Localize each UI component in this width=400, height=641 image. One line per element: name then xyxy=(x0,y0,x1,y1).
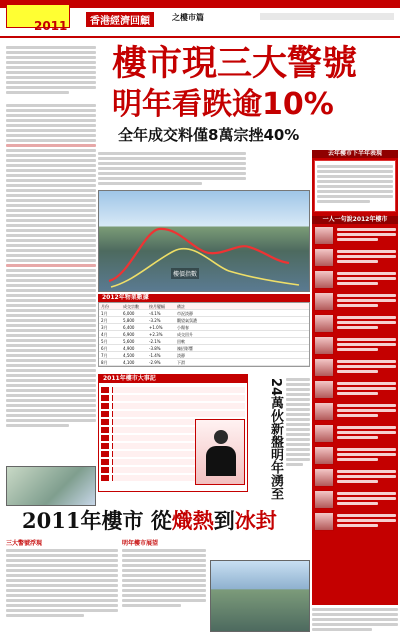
table-cell: 回軟 xyxy=(177,339,185,344)
avatar xyxy=(314,446,334,465)
timeline-item xyxy=(101,411,245,417)
bottom-right-text xyxy=(312,606,398,638)
price-chart xyxy=(99,191,310,292)
table-cell: 4,500 xyxy=(123,353,135,358)
table-row xyxy=(99,317,309,324)
table-row xyxy=(99,359,309,366)
avatar xyxy=(314,512,334,531)
table-row xyxy=(99,310,309,317)
avatar xyxy=(314,270,334,289)
price-line-2 xyxy=(111,249,299,287)
bottom-headline-text: 2011年樓市 從熾熱到冰封 xyxy=(22,508,277,533)
sidebar-top-title: 去年樓市下半年表現 xyxy=(312,150,398,158)
data-table xyxy=(98,294,310,370)
avatar xyxy=(314,402,334,421)
bottom-subhead-mid: 明年樓市展望 xyxy=(122,540,159,547)
right-sidebar xyxy=(312,150,398,605)
table-header-row xyxy=(99,303,309,310)
bottom-subhead-left: 三大警號浮現 xyxy=(6,540,43,547)
table-body xyxy=(98,302,310,367)
masthead xyxy=(0,0,400,38)
table-cell: 下滑 xyxy=(177,360,185,365)
bottom-mid-text xyxy=(122,538,206,638)
table-cell: -1.4% xyxy=(149,353,161,358)
table-title: 2012年物業數據 xyxy=(98,294,310,302)
table-cell: -4.1% xyxy=(149,311,161,316)
table-header-cell: 成交宗數 xyxy=(123,304,139,309)
table-cell: 6,400 xyxy=(123,325,135,330)
table-cell: 成交回升 xyxy=(177,332,193,337)
table-row xyxy=(99,338,309,345)
masthead-divider xyxy=(0,36,400,38)
table-row xyxy=(99,331,309,338)
table-row xyxy=(99,352,309,359)
deck-headline: 全年成交料僅8萬宗挫40% xyxy=(118,126,300,144)
table-cell: 觀望氣氛濃 xyxy=(177,318,197,323)
vertical-headline: 24萬伙新盤明年湧至 xyxy=(268,378,283,501)
table-cell: 1月 xyxy=(101,311,108,316)
table-cell: 3月 xyxy=(101,325,108,330)
table-cell: 淡靜 xyxy=(177,353,185,358)
timeline-item xyxy=(101,403,245,409)
section-title: 香港經濟回顧 xyxy=(86,12,154,27)
timeline-box xyxy=(98,374,248,492)
table-cell: 8月 xyxy=(101,360,108,365)
table-cell: +1.0% xyxy=(149,325,163,330)
avatar xyxy=(314,314,334,333)
table-cell: 辣招影響 xyxy=(177,346,193,351)
table-cell: -2.1% xyxy=(149,339,161,344)
table-cell: 4月 xyxy=(101,332,108,337)
table-row xyxy=(99,345,309,352)
logo-text: 2011 xyxy=(34,19,68,33)
table-cell: 7月 xyxy=(101,353,108,358)
table-cell: -3.8% xyxy=(149,346,161,351)
table-cell: 6月 xyxy=(101,346,108,351)
table-header-cell: 按月變幅 xyxy=(149,304,165,309)
city-photo xyxy=(98,190,310,292)
left-column xyxy=(6,44,96,500)
right-column-text xyxy=(286,376,310,492)
left-photo xyxy=(6,466,96,506)
speaker-photo xyxy=(195,419,245,485)
chart-label: 樓價指數 xyxy=(171,268,199,279)
table-cell: 5,600 xyxy=(123,339,135,344)
speaker-head xyxy=(214,430,228,444)
section-sub: 之樓市篇 xyxy=(172,13,204,22)
avatar xyxy=(314,490,334,509)
table-cell: 5月 xyxy=(101,339,108,344)
sidebar-top-box xyxy=(314,160,396,212)
avatar xyxy=(314,292,334,311)
page-meta xyxy=(260,13,394,20)
timeline-item xyxy=(101,387,245,393)
speaker-body xyxy=(206,446,236,476)
table-cell: -2.9% xyxy=(149,360,161,365)
sub-headline: 明年看跌逾10% xyxy=(112,87,334,122)
bottom-photo xyxy=(210,560,310,632)
avatar xyxy=(314,380,334,399)
main-headline: 樓市現三大警號 xyxy=(112,43,358,84)
table-cell: 2月 xyxy=(101,318,108,323)
table-cell: 市況淡靜 xyxy=(177,311,193,316)
table-cell: -3.2% xyxy=(149,318,161,323)
bottom-headline xyxy=(22,508,277,534)
sidebar-mid-title: 一人一句說2012年樓市 xyxy=(312,216,398,224)
bottom-left-text xyxy=(6,538,118,638)
table-row xyxy=(99,324,309,331)
timeline-title: 2011年樓市大事記 xyxy=(99,375,247,383)
table-cell: 5,800 xyxy=(123,318,135,323)
table-cell: 6,000 xyxy=(123,311,135,316)
avatar xyxy=(314,226,334,245)
mid-column-text xyxy=(98,150,246,190)
table-cell: +2.3% xyxy=(149,332,163,337)
table-cell: 4,900 xyxy=(123,346,135,351)
table-cell: 6,900 xyxy=(123,332,135,337)
avatar xyxy=(314,336,334,355)
avatar xyxy=(314,358,334,377)
table-header-cell: 月份 xyxy=(101,304,109,309)
avatar xyxy=(314,468,334,487)
table-cell: 4,100 xyxy=(123,360,135,365)
table-cell: 小陽春 xyxy=(177,325,189,330)
table-header-cell: 備註 xyxy=(177,304,185,309)
avatar xyxy=(314,424,334,443)
avatar xyxy=(314,248,334,267)
timeline-item xyxy=(101,395,245,401)
